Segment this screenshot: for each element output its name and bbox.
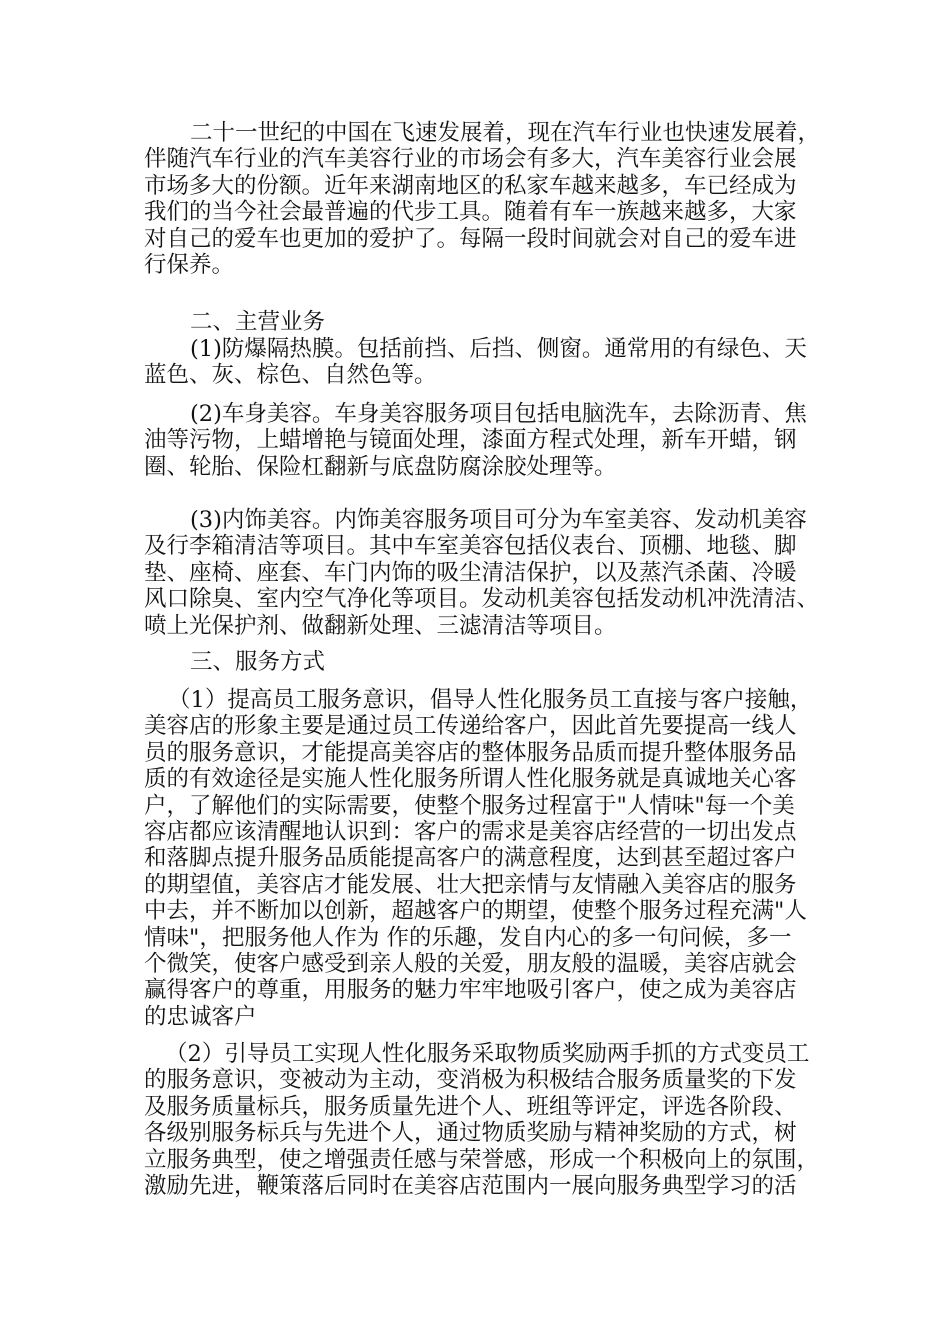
text-line: 员的服务意识，才能提高美容店的整体服务品质而提升整体服务品 — [144, 739, 797, 766]
text-line: 二十一世纪的中国在飞速发展着，现在汽车行业也快速发展着， — [190, 120, 821, 146]
text-line: 圈、轮胎、保险杠翻新与底盘防腐涂胶处理等。 — [144, 453, 617, 480]
text-line: 市场多大的份额。近年来湖南地区的私家车越来越多，车已经成为 — [144, 172, 797, 199]
text-line: 我们的当今社会最普遍的代步工具。随着有车一族越来越多，大家 — [144, 199, 797, 226]
text-line: 喷上光保护剂、做翻新处理、三滤清洁等项目。 — [144, 612, 617, 639]
text-line: 风口除臭、室内空气净化等项目。发动机美容包括发动机冲洗清洁、 — [144, 586, 820, 613]
text-line: 立服务典型，使之增强责任感与荣誉感，形成一个积极向上的氛围， — [144, 1146, 820, 1173]
business-item-3 — [144, 507, 824, 639]
text-line: 各级别服务标兵与先进个人，通过物质奖励与精神奖励的方式，树 — [144, 1120, 797, 1147]
text-line: 伴随汽车行业的汽车美容行业的市场会有多大，汽车美容行业会展 — [144, 146, 797, 173]
text-line: 二、主营业务 — [190, 309, 326, 335]
service-item-2 — [144, 1041, 824, 1199]
text-line: 容店都应该清醒地认识到：客户的需求是美容店经营的一切出发点 — [144, 818, 797, 845]
text-line: (3)内饰美容。内饰美容服务项目可分为车室美容、发动机美容 — [190, 507, 807, 533]
text-line: 的忠诚客户 — [144, 1003, 257, 1030]
text-line: 蓝色、灰、棕色、自然色等。 — [144, 362, 437, 389]
text-line: 情味"，把服务他人作为 作的乐趣，发自内心的多一句问候，多一 — [144, 924, 792, 951]
text-line: 美容店的形象主要是通过员工传递给客户，因此首先要提高一线人 — [144, 713, 797, 740]
text-line: (2)车身美容。车身美容服务项目包括电脑洗车，去除沥青、焦 — [190, 401, 807, 427]
text-line: 户，了解他们的实际需要，使整个服务过程富于"人情味"每一个美 — [144, 792, 795, 819]
heading-main-business — [144, 309, 824, 335]
business-item-2 — [144, 401, 824, 480]
text-line: 及行李箱清洁等项目。其中车室美容包括仪表台、顶棚、地毯、脚 — [144, 533, 797, 560]
text-line: 赢得客户的尊重，用服务的魅力牢牢地吸引客户，使之成为美容店 — [144, 977, 797, 1004]
text-line: 对自己的爱车也更加的爱护了。每隔一段时间就会对自己的爱车进 — [144, 225, 797, 252]
text-line: （2）引导员工实现人性化服务采取物质奖励两手抓的方式变员工 — [165, 1041, 810, 1067]
text-line: 个微笑，使客户感受到亲人般的关爱，朋友般的温暖，美容店就会 — [144, 950, 797, 977]
text-line: 中去，并不断加以创新，超越客户的期望，使整个服务过程充满"人 — [144, 898, 807, 925]
text-line: 三、服务方式 — [190, 649, 326, 675]
text-line: 行保养。 — [144, 251, 235, 278]
text-line: 的期望值，美容店才能发展、壮大把亲情与友情融入美容店的服务 — [144, 871, 797, 898]
text-line: 和落脚点提升服务品质能提高客户的满意程度，达到甚至超过客户 — [144, 845, 797, 872]
service-item-1 — [144, 687, 824, 1030]
text-line: (1)防爆隔热膜。包括前挡、后挡、侧窗。通常用的有绿色、天 — [190, 336, 807, 362]
text-line: 垫、座椅、座套、车门内饰的吸尘清洁保护，以及蒸汽杀菌、冷暖 — [144, 559, 797, 586]
text-line: （1）提高员工服务意识，倡导人性化服务员工直接与客户接触， — [168, 687, 813, 713]
heading-service-method — [144, 649, 824, 675]
business-item-1 — [144, 336, 824, 389]
text-line: 及服务质量标兵，服务质量先进个人、班组等评定，评选各阶段、 — [144, 1093, 797, 1120]
text-line: 油等污物，上蜡增艳与镜面处理，漆面方程式处理，新车开蜡，钢 — [144, 427, 797, 454]
text-line: 质的有效途径是实施人性化服务所谓人性化服务就是真诚地关心客 — [144, 766, 797, 793]
intro-paragraph — [144, 120, 824, 278]
text-line: 激励先进，鞭策落后同时在美容店范围内一展向服务典型学习的活 — [144, 1172, 797, 1199]
text-line: 的服务意识，变被动为主动，变消极为积极结合服务质量奖的下发 — [144, 1067, 797, 1094]
